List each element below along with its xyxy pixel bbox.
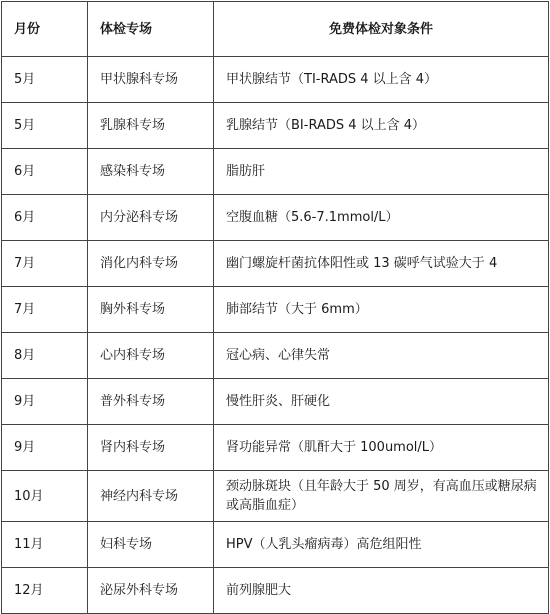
cell-condition: 肺部结节（大于 6mm） [214,287,549,333]
cell-month: 6月 [2,195,88,241]
cell-month: 5月 [2,103,88,149]
cell-month: 10月 [2,471,88,522]
table-row [2,379,549,425]
cell-condition: 空腹血糖（5.6-7.1mmol/L） [214,195,549,241]
table-row [2,57,549,103]
cell-month: 9月 [2,425,88,471]
table-row [2,149,549,195]
cell-session: 妇科专场 [88,522,214,568]
table-row [2,568,549,614]
cell-condition: 慢性肝炎、肝硬化 [214,379,549,425]
cell-condition: 乳腺结节（BI-RADS 4 以上含 4） [214,103,549,149]
free-exam-table [1,1,549,614]
table-row [2,471,549,522]
cell-condition: 幽门螺旋杆菌抗体阳性或 13 碳呼气试验大于 4 [214,241,549,287]
table-row [2,103,549,149]
cell-condition: 颈动脉斑块（且年龄大于 50 周岁，有高血压或糖尿病或高脂血症） [214,471,549,522]
cell-session: 肾内科专场 [88,425,214,471]
cell-month: 11月 [2,522,88,568]
cell-session: 胸外科专场 [88,287,214,333]
cell-session: 感染科专场 [88,149,214,195]
table-row [2,425,549,471]
table-row [2,241,549,287]
cell-session: 内分泌科专场 [88,195,214,241]
header-session: 体检专场 [88,2,214,57]
header-month: 月份 [2,2,88,57]
header-condition: 免费体检对象条件 [214,2,549,57]
cell-month: 7月 [2,241,88,287]
cell-condition: 甲状腺结节（TI-RADS 4 以上含 4） [214,57,549,103]
cell-condition: 肾功能异常（肌酐大于 100umol/L） [214,425,549,471]
table-row [2,522,549,568]
cell-condition: 冠心病、心律失常 [214,333,549,379]
cell-session: 神经内科专场 [88,471,214,522]
cell-month: 7月 [2,287,88,333]
table-row [2,195,549,241]
cell-condition: HPV（人乳头瘤病毒）高危组阳性 [214,522,549,568]
cell-month: 9月 [2,379,88,425]
table-row [2,287,549,333]
cell-month: 5月 [2,57,88,103]
cell-session: 乳腺科专场 [88,103,214,149]
cell-month: 6月 [2,149,88,195]
cell-session: 心内科专场 [88,333,214,379]
cell-condition: 前列腺肥大 [214,568,549,614]
cell-session: 甲状腺科专场 [88,57,214,103]
table-row [2,333,549,379]
cell-month: 12月 [2,568,88,614]
cell-session: 普外科专场 [88,379,214,425]
table-header-row [2,2,549,57]
cell-month: 8月 [2,333,88,379]
cell-session: 泌尿外科专场 [88,568,214,614]
exam-schedule-document [1,1,548,614]
cell-session: 消化内科专场 [88,241,214,287]
cell-condition: 脂肪肝 [214,149,549,195]
